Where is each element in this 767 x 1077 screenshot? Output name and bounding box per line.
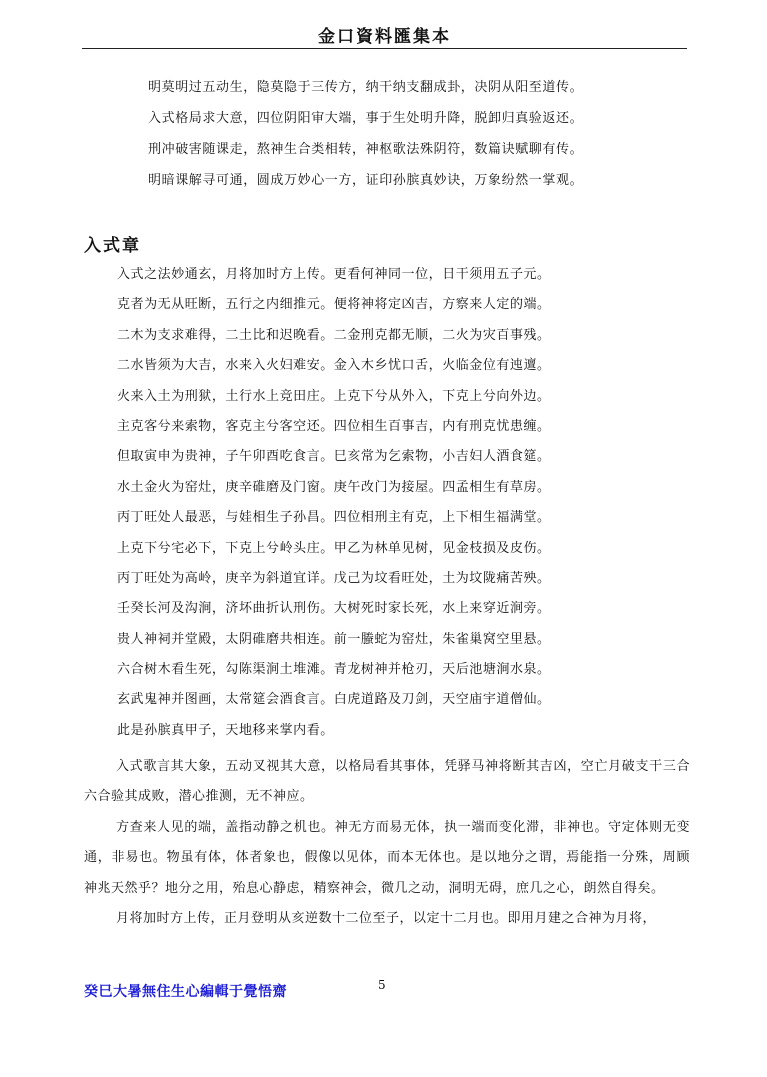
verse-line: 上克下兮宅必下，下克上兮岭头庄。甲乙为林单见树，见金枝损及皮伤。 [117,540,551,556]
intro-poem [148,76,708,200]
verse-line: 贵人神祠并堂殿，太阴碓磨共相连。前一螣蛇为窑灶，朱雀巢窝空里悬。 [117,631,551,647]
verse-line: 克者为无从旺断，五行之内细推元。便将神将定凶吉，方察来人定的端。 [117,297,551,313]
prose-block [84,752,690,934]
verse-line: 但取寅申为贵神，子午卯酉吃食言。巳亥常为乞索物，小吉妇人酒食筵。 [117,449,551,465]
verse-line: 壬癸长河及沟涧，济坏曲折认刑伤。大树死时家长死，水上来穿近涧旁。 [117,601,551,617]
document-title: 金口資料匯集本 [318,27,451,47]
prose-paragraph: 方查来人见的端，盖指动静之机也。神无方而易无体，执一端而变化滞，非神也。守定体则无变通，非易也。物虽有体，体者象也，假像以见体，而本无体也。是以地分之谓，焉能指一分殊，周顾神兆天然乎？地分之用，殆息心静虑，精察神会，微几之动，洞明无碍，庶几之心，朗然自得矣。 [84,819,690,896]
poem-line: 明莫明过五动生，隐莫隐于三传方，纳干纳支翻成卦，决阴从阳至道传。 [148,80,584,95]
page-number: 5 [378,978,386,992]
verse-line: 二木为支求难得，二土比和迟晚看。二金刑克都无顺，二火为灾百事残。 [117,327,551,343]
verse-line: 玄武鬼神并图画，太常筵会酒食言。白虎道路及刀剑，天空庙宇道僧仙。 [117,692,551,708]
prose-paragraph: 月将加时方上传，正月登明从亥逆数十二位至子，以定十二月也。即用月建之合神为月将， [116,911,657,927]
poem-line: 刑冲破害随课走，熬神生合类相转，神枢歌法殊阴符，数篇诀赋聊有传。 [148,142,584,157]
verse-line: 水土金火为窑灶，庚辛碓磨及门窗。庚午改门为接屋。四孟相生有草房。 [117,479,551,495]
verse-line: 六合树木看生死，勾陈渠涧土堆滩。青龙树神并枪刃，天后池塘涧水泉。 [117,662,551,678]
verse-line: 入式之法妙通玄，月将加时方上传。更看何神同一位，日干须用五子元。 [117,267,551,282]
footer-editor-note: 癸巳大暑無住生心編輯于覺悟齋 [84,984,287,1000]
verse-line: 丙丁旺处人最恶，与娃相生子孙昌。四位相刑主有克，上下相生福满堂。 [117,510,551,526]
verse-line: 二水皆须为大吉，水来入火妇难安。金入木乡忧口舌，火临金位有迍邅。 [117,358,551,374]
verse-line: 此是孙膑真甲子，天地移来掌内看。 [117,722,334,738]
verse-line: 主克客兮来索物，客克主兮客空还。四位相生百事吉，内有刑克忧患缠。 [117,418,551,434]
prose-paragraph: 入式歌言其大象，五动叉视其大意，以格局看其事体，凭驿马神将断其吉凶，空亡月破支干三合六合验其成败，潜心推测，无不神应。 [84,759,690,805]
verse-line: 丙丁旺处为高岭，庚辛为斜道宜详。戊己为坟看旺处，土为坟陇痛苦殃。 [117,570,551,586]
section-heading: 入式章 [84,236,141,256]
poem-line: 明暗课解寻可通，圆成万妙心一方，证印孙膑真妙诀，万象纷然一掌观。 [148,173,584,188]
poem-line: 入式格局求大意，四位阴阳审大端，事于生处明升降，脱卸归真验返还。 [148,111,584,126]
verse-line: 火来入土为刑狱，土行水上竞田庄。上克下兮从外入，下克上兮向外边。 [117,388,551,404]
verse-block [117,263,707,749]
page-header [82,14,687,49]
